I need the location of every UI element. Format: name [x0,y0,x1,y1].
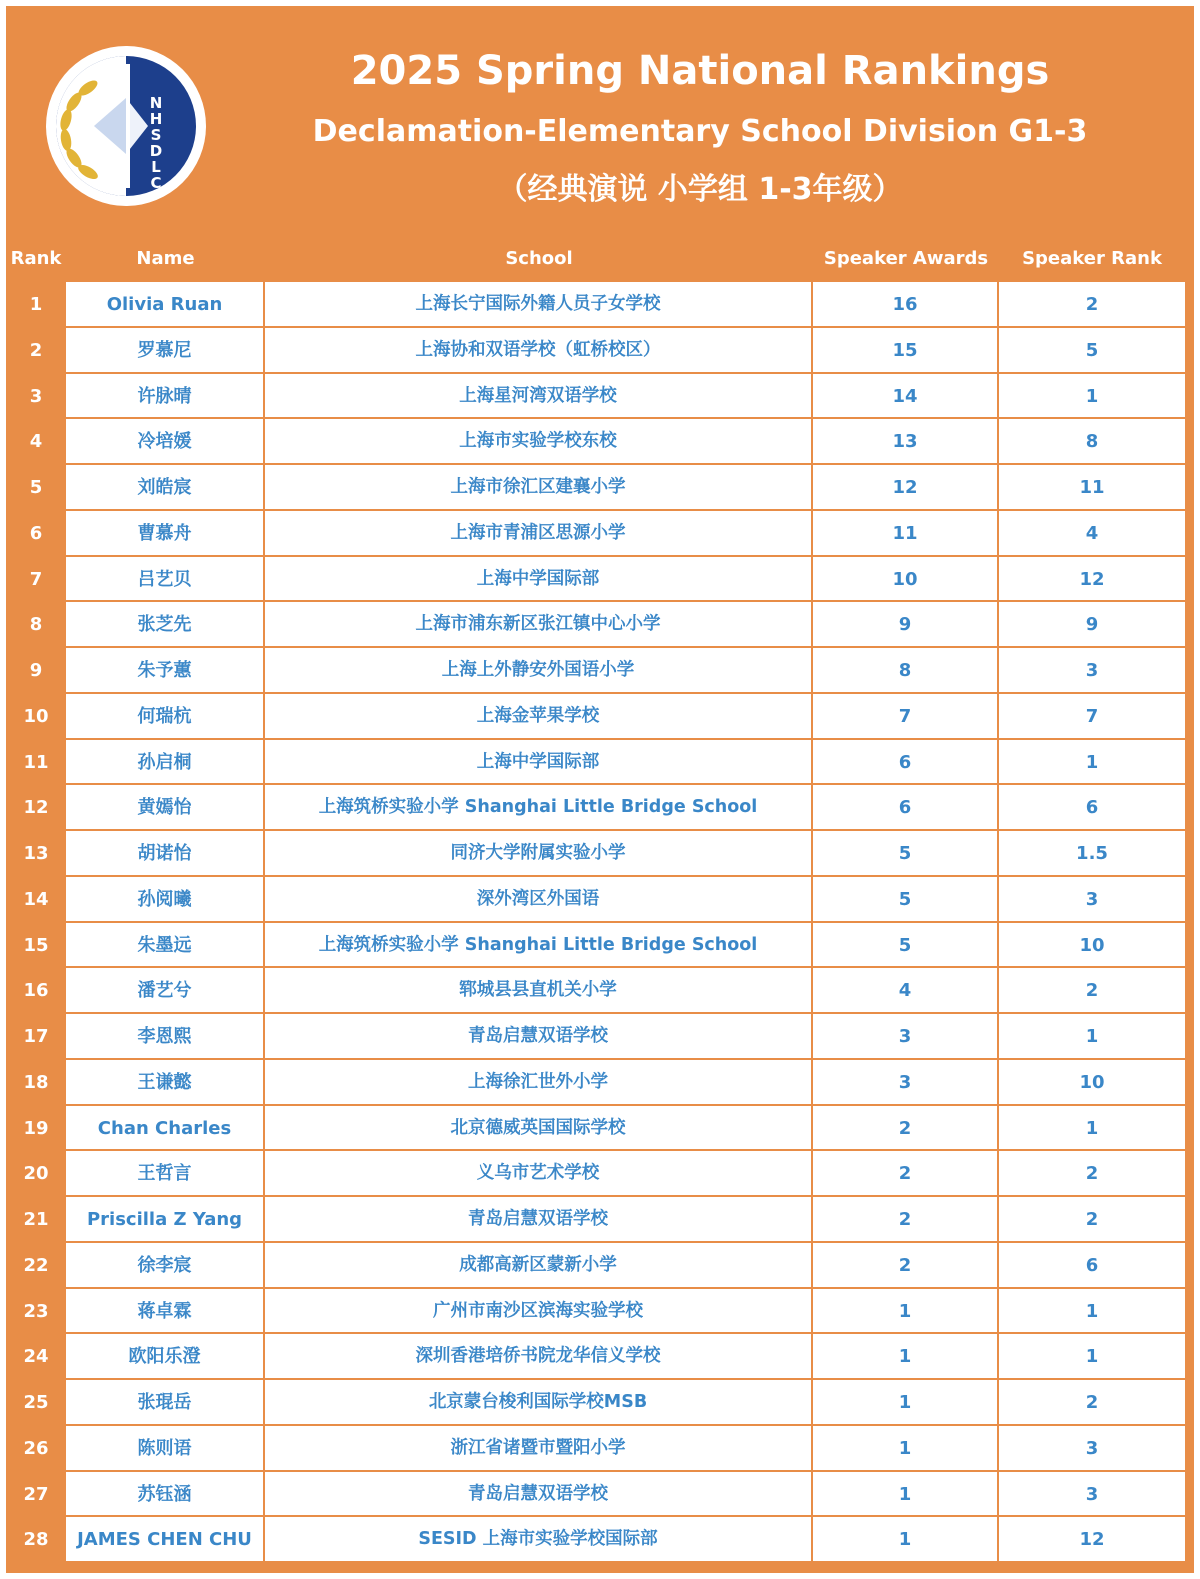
speaker-rank-cell: 1 [999,740,1185,786]
name-cell: 徐李宸 [66,1243,265,1289]
speaker-awards-cell: 16 [813,282,999,328]
speaker-awards-cell: 1 [813,1517,999,1563]
speaker-rank-cell: 8 [999,419,1185,465]
page-title: 2025 Spring National Rankings [350,48,1050,94]
speaker-awards-cell: 3 [813,1060,999,1106]
name-cell: 王哲言 [66,1151,265,1197]
rank-cell: 24 [23,1346,49,1368]
name-cell: 何瑞杭 [66,694,265,740]
column-header-school: School [505,248,573,269]
speaker-awards-cell: 5 [813,923,999,969]
speaker-rank-cell: 3 [999,648,1185,694]
school-cell: 上海长宁国际外籍人员子女学校 [265,282,813,328]
speaker-rank-cell: 6 [999,785,1185,831]
speaker-rank-cell: 10 [999,923,1185,969]
school-cell: 上海金苹果学校 [265,694,813,740]
name-cell: 张芝先 [66,602,265,648]
speaker-rank-cell: 2 [999,1197,1185,1243]
column-header-speaker-rank: Speaker Rank [1022,248,1162,269]
school-cell: 浙江省诸暨市暨阳小学 [265,1426,813,1472]
rank-cell: 15 [23,934,49,956]
table-row [6,923,1194,969]
speaker-awards-cell: 1 [813,1426,999,1472]
poster-header [6,6,1194,236]
nhsdlc-logo-icon [44,44,208,208]
table-row [6,1289,1194,1335]
table-row [6,740,1194,786]
table-row [6,1517,1194,1563]
name-cell: 孙阅曦 [66,877,265,923]
school-cell: 成都高新区蒙新小学 [265,1243,813,1289]
speaker-rank-cell: 11 [999,465,1185,511]
rankings-poster [6,6,1194,1573]
name-cell: 许脉晴 [66,374,265,420]
rank-cell: 28 [23,1529,49,1551]
speaker-awards-cell: 8 [813,648,999,694]
speaker-rank-cell: 2 [999,1380,1185,1426]
speaker-rank-cell: 4 [999,511,1185,557]
table-header-row [6,236,1194,282]
speaker-awards-cell: 15 [813,328,999,374]
column-header-speaker-awards: Speaker Awards [823,248,989,269]
school-cell: 上海上外静安外国语小学 [265,648,813,694]
table-row [6,648,1194,694]
rank-cell: 2 [29,339,43,361]
speaker-rank-cell: 6 [999,1243,1185,1289]
speaker-awards-cell: 2 [813,1243,999,1289]
rank-cell: 11 [23,751,49,773]
speaker-rank-cell: 1 [999,374,1185,420]
name-cell: 孙启桐 [66,740,265,786]
speaker-rank-cell: 1 [999,1289,1185,1335]
rank-cell: 4 [29,431,43,453]
svg-text:C: C [150,174,162,192]
speaker-awards-cell: 1 [813,1334,999,1380]
svg-text:D: D [149,142,163,160]
name-cell: 李恩熙 [66,1014,265,1060]
school-cell: 广州市南沙区滨海实验学校 [265,1289,813,1335]
name-cell: 王谦懿 [66,1060,265,1106]
name-cell: 吕艺贝 [66,557,265,603]
school-cell: 青岛启慧双语学校 [265,1014,813,1060]
rank-cell: 26 [23,1437,49,1459]
name-cell: 黄嫣怡 [66,785,265,831]
name-cell: 蒋卓霖 [66,1289,265,1335]
table-row [6,1472,1194,1518]
speaker-awards-cell: 6 [813,785,999,831]
table-row [6,694,1194,740]
rank-cell: 23 [23,1300,49,1322]
rank-cell: 1 [29,294,43,315]
rank-cell: 20 [23,1163,49,1185]
speaker-awards-cell: 4 [813,968,999,1014]
name-cell: 刘皓宸 [66,465,265,511]
division-subtitle-chinese: （经典演说 小学组 1-3年级） [497,172,903,207]
speaker-awards-cell: 2 [813,1106,999,1152]
rank-cell: 3 [29,385,43,407]
speaker-awards-cell: 1 [813,1289,999,1335]
name-cell: 曹慕舟 [66,511,265,557]
name-cell: Olivia Ruan [66,282,265,328]
speaker-rank-cell: 2 [999,968,1185,1014]
school-cell: 上海市青浦区思源小学 [265,511,813,557]
column-header-rank: Rank [10,248,62,269]
speaker-awards-cell: 7 [813,694,999,740]
table-row [6,328,1194,374]
speaker-rank-cell: 1 [999,1334,1185,1380]
table-row [6,1334,1194,1380]
speaker-rank-cell: 2 [999,1151,1185,1197]
speaker-awards-cell: 11 [813,511,999,557]
rank-cell: 17 [23,1026,49,1047]
svg-text:L: L [151,158,161,176]
name-cell: 朱予蕙 [66,648,265,694]
name-cell: 冷培媛 [66,419,265,465]
rank-cell: 16 [23,980,49,1002]
speaker-rank-cell: 3 [999,1426,1185,1472]
school-cell: 上海徐汇世外小学 [265,1060,813,1106]
table-row [6,282,1194,328]
school-cell: 深圳香港培侨书院龙华信义学校 [265,1334,813,1380]
table-row [6,465,1194,511]
school-cell: 深外湾区外国语 [265,877,813,923]
table-row [6,785,1194,831]
table-body [6,282,1194,1563]
name-cell: Chan Charles [66,1106,265,1152]
name-cell: Priscilla Z Yang [66,1197,265,1243]
school-cell: 上海中学国际部 [265,740,813,786]
school-cell: 上海筑桥实验小学 Shanghai Little Bridge School [265,785,813,831]
school-cell: 上海协和双语学校（虹桥校区） [265,328,813,374]
rank-cell: 12 [23,797,49,819]
school-cell: 上海市实验学校东校 [265,419,813,465]
table-row [6,511,1194,557]
rank-cell: 18 [23,1071,49,1093]
speaker-awards-cell: 10 [813,557,999,603]
speaker-rank-cell: 9 [999,602,1185,648]
speaker-rank-cell: 3 [999,1472,1185,1518]
speaker-rank-cell: 1 [999,1014,1185,1060]
table-row [6,831,1194,877]
school-cell: SESID 上海市实验学校国际部 [265,1517,813,1563]
rank-cell: 14 [23,888,49,910]
school-cell: 上海市徐汇区建襄小学 [265,465,813,511]
table-row [6,877,1194,923]
name-cell: 朱墨远 [66,923,265,969]
table-row [6,557,1194,603]
school-cell: 上海中学国际部 [265,557,813,603]
rank-cell: 21 [23,1209,49,1230]
speaker-awards-cell: 2 [813,1151,999,1197]
rank-cell: 19 [23,1117,49,1139]
speaker-awards-cell: 1 [813,1472,999,1518]
table-row [6,1380,1194,1426]
table-row [6,1014,1194,1060]
column-header-name: Name [136,248,195,269]
school-cell: 北京蒙台梭利国际学校MSB [265,1380,813,1426]
svg-text:S: S [150,126,162,144]
table-row [6,1426,1194,1472]
name-cell: JAMES CHEN CHU [66,1517,265,1563]
table-row [6,374,1194,420]
rank-cell: 8 [29,614,43,636]
table-row [6,1197,1194,1243]
name-cell: 欧阳乐澄 [66,1334,265,1380]
svg-text:H: H [149,110,163,128]
school-cell: 上海市浦东新区张江镇中心小学 [265,602,813,648]
rank-cell: 13 [23,843,49,864]
speaker-awards-cell: 2 [813,1197,999,1243]
table-row [6,1151,1194,1197]
school-cell: 郓城县县直机关小学 [265,968,813,1014]
speaker-rank-cell: 7 [999,694,1185,740]
rank-cell: 27 [23,1483,49,1505]
rank-cell: 10 [23,705,49,727]
rank-cell: 6 [29,522,43,544]
speaker-awards-cell: 6 [813,740,999,786]
name-cell: 潘艺兮 [66,968,265,1014]
name-cell: 胡诺怡 [66,831,265,877]
rank-cell: 5 [29,477,43,498]
rank-cell: 25 [23,1392,49,1413]
speaker-rank-cell: 10 [999,1060,1185,1106]
school-cell: 上海筑桥实验小学 Shanghai Little Bridge School [265,923,813,969]
rank-cell: 9 [29,660,43,681]
speaker-rank-cell: 5 [999,328,1185,374]
rankings-table [6,236,1194,1563]
speaker-awards-cell: 13 [813,419,999,465]
school-cell: 青岛启慧双语学校 [265,1197,813,1243]
speaker-awards-cell: 14 [813,374,999,420]
speaker-awards-cell: 1 [813,1380,999,1426]
speaker-rank-cell: 2 [999,282,1185,328]
speaker-rank-cell: 3 [999,877,1185,923]
speaker-awards-cell: 5 [813,831,999,877]
division-subtitle: Declamation-Elementary School Division G1-3 [312,114,1088,149]
school-cell: 义乌市艺术学校 [265,1151,813,1197]
name-cell: 陈则语 [66,1426,265,1472]
speaker-rank-cell: 12 [999,1517,1185,1563]
speaker-rank-cell: 1.5 [999,831,1185,877]
table-row [6,602,1194,648]
rank-cell: 22 [23,1254,49,1276]
table-row [6,1060,1194,1106]
school-cell: 同济大学附属实验小学 [265,831,813,877]
speaker-awards-cell: 3 [813,1014,999,1060]
rank-cell: 7 [29,568,43,590]
speaker-rank-cell: 12 [999,557,1185,603]
svg-text:N: N [149,94,163,112]
table-row [6,968,1194,1014]
table-row [6,1106,1194,1152]
name-cell: 张琨岳 [66,1380,265,1426]
table-row [6,1243,1194,1289]
speaker-awards-cell: 9 [813,602,999,648]
school-cell: 青岛启慧双语学校 [265,1472,813,1518]
school-cell: 北京德威英国国际学校 [265,1106,813,1152]
speaker-awards-cell: 12 [813,465,999,511]
name-cell: 苏钰涵 [66,1472,265,1518]
table-row [6,419,1194,465]
speaker-rank-cell: 1 [999,1106,1185,1152]
school-cell: 上海星河湾双语学校 [265,374,813,420]
speaker-awards-cell: 5 [813,877,999,923]
name-cell: 罗慕尼 [66,328,265,374]
